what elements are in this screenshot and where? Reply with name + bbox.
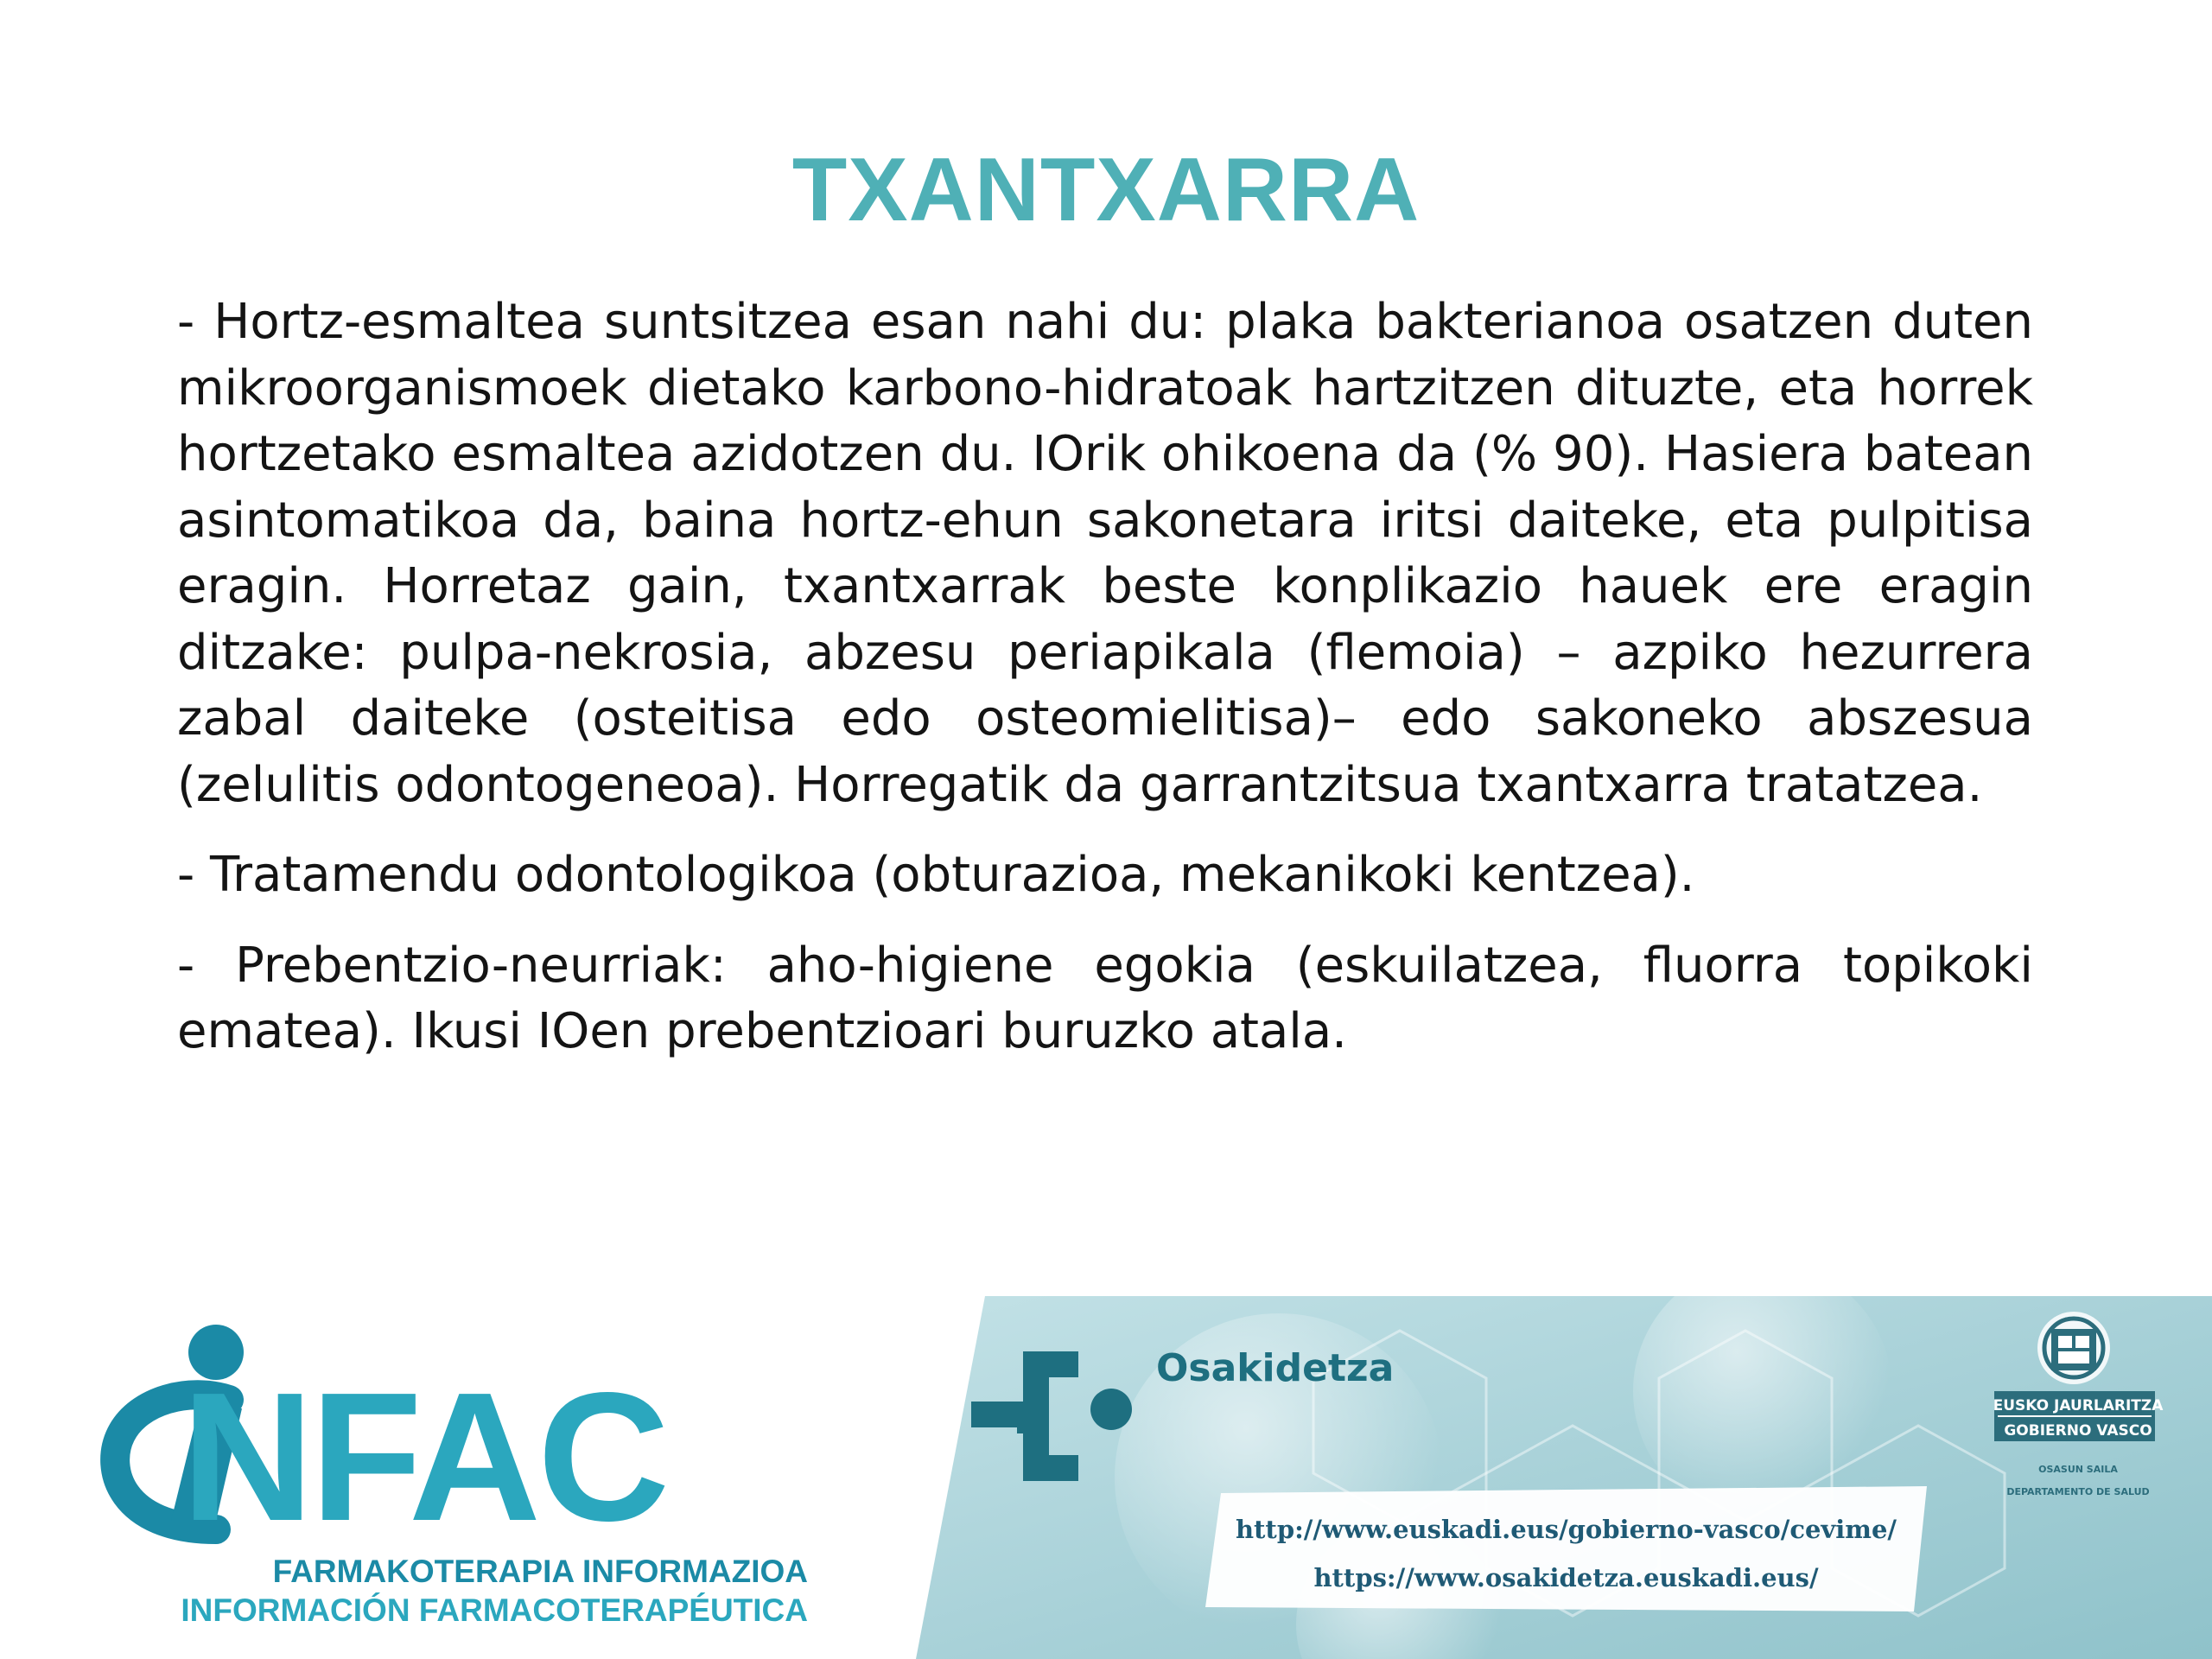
osakidetza-link[interactable]: https://www.osakidetza.euskadi.eus/ xyxy=(1313,1563,1819,1592)
infac-subtitle-spanish: INFORMACIÓN FARMACOTERAPÉUTICA xyxy=(181,1592,808,1628)
paragraph-caries-description: - Hortz-esmaltea suntsitzea esan nahi du: plaka bakterianoa osatzen duten mikroorganismoek dietako karbono-hidratoak hartzitzen dituzte, eta horrek hortzetako esmaltea azidotzen du. IOrik ohikoena da (% 90). Hasiera batean asintomatikoa da, baina hortz-ehun sakonetara iritsi daiteke, eta pulpitisa eragin. Horretaz gain, txantxarrak beste konplikazio hauek ere eragin ditzake: pulpa-nekrosia, abzesu periapikala (flemoia) – azpiko hezurrera zabal daiteke (osteitisa edo osteomielitisa)– edo sakoneko abszesua (zelulitis odontogeneoa). Horregatik da garrantzitsua txantxarra tratatzea. xyxy=(177,294,2033,813)
paragraph-treatment: - Tratamendu odontologikoa (obturazioa, mekanikoki kentzea). xyxy=(177,847,1695,903)
slide-body xyxy=(177,289,2033,1090)
paragraph-prevention: - Prebentzio-neurriak: aho-higiene egokia (eskuilatzea, fluorra topikoki ematea). Ikusi IOen prebentzioari buruzko atala. xyxy=(177,937,2033,1059)
osakidetza-name: Osakidetza xyxy=(1156,1346,1395,1390)
url-panel xyxy=(1205,1486,1927,1611)
infac-subtitle-basque: FARMAKOTERAPIA INFORMAZIOA xyxy=(272,1554,808,1589)
gobierno-line-3: OSASUN SAILA xyxy=(2038,1464,2118,1475)
cevime-link[interactable]: http://www.euskadi.eus/gobierno-vasco/cevime/ xyxy=(1235,1515,1897,1544)
infac-logo-word: NFAC xyxy=(181,1354,667,1559)
gobierno-line-1: EUSKO JAURLARITZA xyxy=(1993,1397,2164,1414)
gobierno-line-2: GOBIERNO VASCO xyxy=(2004,1422,2152,1440)
slide-title: TXANTXARRA xyxy=(791,140,1421,240)
gobierno-line-4: DEPARTAMENTO DE SALUD xyxy=(2006,1486,2150,1497)
